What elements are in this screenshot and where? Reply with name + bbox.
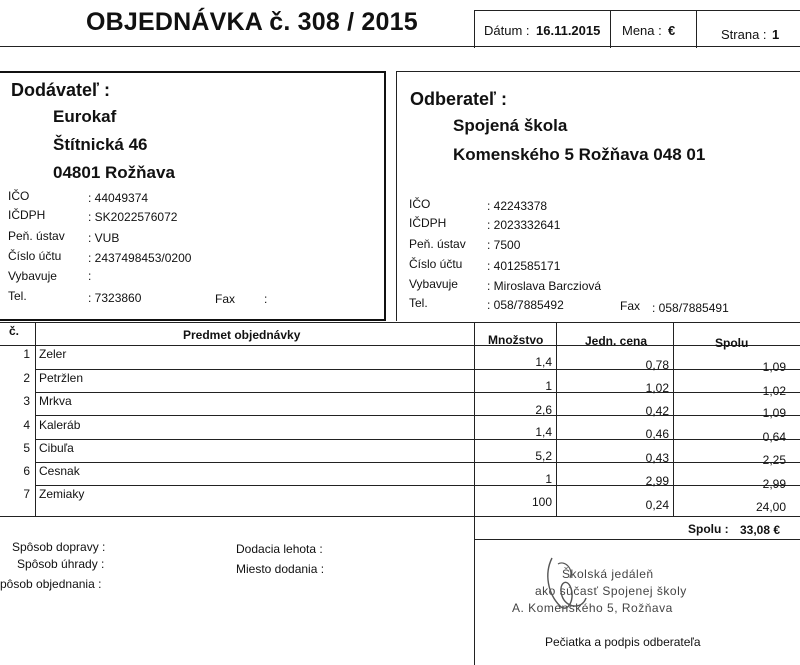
date-value: 16.11.2015 [536,23,601,38]
row-no: 2 [23,371,30,385]
supplier-account-label: Číslo účtu [8,249,62,263]
sum-value: 33,08 € [740,523,781,537]
row-qty: 1 [545,379,552,393]
row-unit-price: 0,46 [645,427,669,441]
supplier-icdph-label: IČDPH [8,208,46,222]
customer-name: Spojená škola [453,116,568,135]
page-title: OBJEDNÁVKA č. 308 / 2015 [86,8,418,36]
row-item: Zemiaky [39,487,85,501]
supplier-tel-label: Tel. [8,289,27,303]
row-total: 1,09 [762,406,786,420]
row-no: 5 [23,441,30,455]
customer-ico-value: : 42243378 [487,199,548,213]
payment-label: Spôsob úhrady : [17,557,105,571]
sum-label: Spolu : [688,522,729,536]
row-total: 0,64 [762,430,786,444]
row-no: 6 [23,464,30,478]
row-qty: 1,4 [535,355,552,369]
row-item: Kaleráb [39,418,81,432]
customer-address: Komenského 5 Rožňava 048 01 [453,145,706,164]
row-qty: 100 [531,495,552,509]
row-item: Cesnak [39,464,80,478]
stamp-text-line1: Školská jedáleň [562,567,654,581]
supplier-ico-label: IČO [8,189,30,203]
row-unit-price: 0,43 [645,451,669,465]
customer-icdph-label: IČDPH [409,216,447,230]
customer-fax-value: : 058/7885491 [652,301,729,315]
supplier-street: Štítnická 46 [53,135,148,154]
row-unit-price: 0,78 [645,358,669,372]
currency-label: Mena : [622,23,662,38]
customer-contact-label: Vybavuje [409,277,458,291]
supplier-contact-value: : [88,269,92,283]
supplier-fax-label: Fax [215,292,236,306]
row-item: Mrkva [39,394,72,408]
supplier-city: 04801 Rožňava [53,163,175,182]
supplier-account-value: : 2437498453/0200 [88,251,192,265]
customer-account-value: : 4012585171 [487,259,561,273]
page-label: Strana : [721,27,767,42]
supplier-contact-label: Vybavuje [8,269,57,283]
header-qty: Množstvo [488,333,544,347]
order-method-label: pôsob objednania : [0,577,102,591]
supplier-fax-value: : [264,292,268,306]
customer-heading: Odberateľ : [410,89,507,109]
header-total: Spolu [715,336,749,350]
row-no: 7 [23,487,30,501]
row-item: Cibuľa [39,441,74,455]
transport-label: Spôsob dopravy : [12,540,106,554]
row-total: 1,02 [762,384,786,398]
row-total: 2,25 [762,453,786,467]
supplier-bank-value: : VUB [88,231,120,245]
row-unit-price: 2,99 [645,474,669,488]
supplier-heading: Dodávateľ : [11,80,110,100]
header-unit-price: Jedn. cena [585,334,648,348]
stamp-text-line2: ako súčasť Spojenej školy [535,584,687,598]
row-item: Petržlen [39,371,84,385]
row-qty: 5,2 [535,449,552,463]
row-total: 2,99 [762,477,786,491]
header-item: Predmet objednávky [183,328,301,342]
header-no: č. [9,324,20,338]
row-no: 1 [23,347,30,361]
customer-fax-label: Fax [620,299,641,313]
row-no: 3 [23,394,30,408]
date-label: Dátum : [484,23,530,38]
supplier-name: Eurokaf [53,107,117,126]
customer-bank-value: : 7500 [487,238,521,252]
supplier-bank-label: Peň. ústav [8,229,65,243]
customer-account-label: Číslo účtu [409,257,463,271]
customer-tel-label: Tel. [409,296,428,310]
row-qty: 2,6 [535,403,552,417]
customer-icdph-value: : 2023332641 [487,218,561,232]
customer-contact-value: : Miroslava Barcziová [487,279,602,293]
stamp-text-line3: A. Komenského 5, Rožňava [512,601,673,615]
row-total: 24,00 [755,500,786,514]
customer-bank-label: Peň. ústav [409,237,466,251]
signature-scribble [540,548,600,618]
row-unit-price: 0,24 [645,498,669,512]
supplier-tel-value: : 7323860 [88,291,142,305]
signature-caption: Pečiatka a podpis odberateľa [545,635,701,649]
row-total: 1,09 [762,360,786,374]
page-value: 1 [772,27,780,42]
delivery-place-label: Miesto dodania : [236,562,325,576]
supplier-ico-value: : 44049374 [88,191,149,205]
row-unit-price: 0,42 [645,404,669,418]
row-unit-price: 1,02 [645,381,669,395]
supplier-icdph-value: : SK2022576072 [88,210,178,224]
customer-ico-label: IČO [409,197,431,211]
customer-tel-value: : 058/7885492 [487,298,564,312]
row-no: 4 [23,418,30,432]
row-item: Zeler [39,347,67,361]
row-qty: 1 [545,472,552,486]
row-qty: 1,4 [535,425,552,439]
delivery-term-label: Dodacia lehota : [236,542,323,556]
currency-value: € [668,23,676,38]
